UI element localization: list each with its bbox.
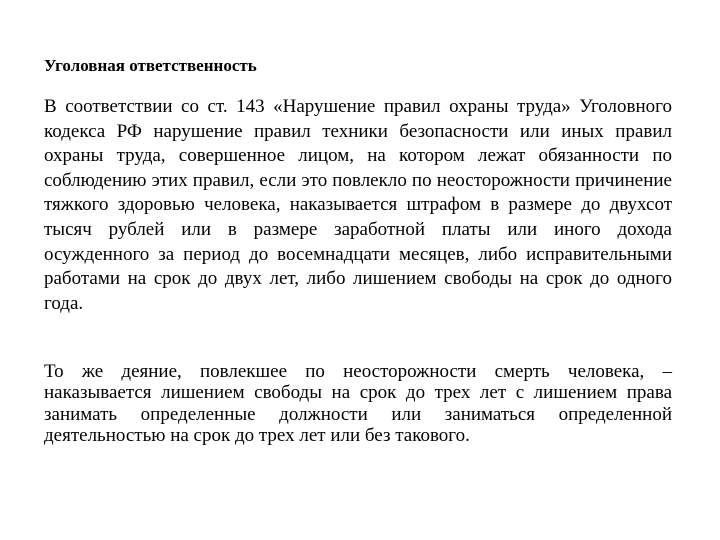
paragraph-criminal-liability: В соответствии со ст. 143 «Нарушение правил охраны труда» Уголовного кодекса РФ нарушение правил техники безопасности или иных правил охраны труда, совершенное лицом, на котором лежат обязанности по соблюдению этих правил, если это повлекло по неосторожности причинение тяжкого здоровью человека, наказывается штрафом в размере до двухсот тысяч рублей или в размере заработной платы или иного дохода осужденного за период до восемнадцати месяцев, либо исправительными работами на срок до двух лет, либо лишением свободы на срок до одного года. — [44, 96, 672, 314]
document-heading: Уголовная ответственность — [44, 56, 257, 75]
paragraph-death-liability: То же деяние, повлекшее по неосторожности смерть человека, – наказывается лишением свободы на срок до трех лет с лишением права занимать определенные должности или заниматься определенной деятельностью на срок до трех лет или без такового. — [44, 361, 672, 446]
